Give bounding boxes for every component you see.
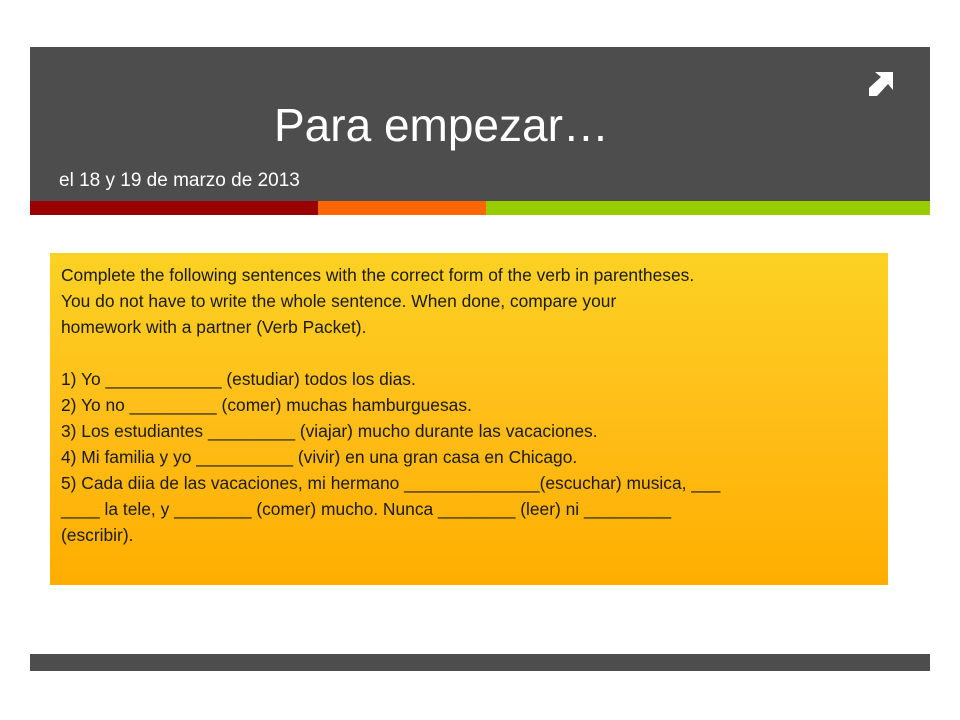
- exercise-line: (escribir).: [61, 525, 134, 545]
- stripe-red: [30, 201, 318, 215]
- instructions-box: [50, 253, 888, 585]
- exercise-line: 5) Cada diia de las vacaciones, mi hermano ______________(escuchar) musica, ___: [61, 473, 721, 493]
- instruction-line: Complete the following sentences with the correct form of the verb in parentheses.: [61, 265, 695, 285]
- stripe-orange: [318, 201, 486, 215]
- exercise-line: 4) Mi familia y yo __________ (vivir) en una gran casa en Chicago.: [61, 447, 578, 467]
- arrow-up-right-icon: [866, 69, 896, 99]
- footer-bar: [30, 654, 930, 671]
- instruction-line: You do not have to write the whole sentence. When done, compare your: [61, 291, 617, 311]
- exercise-line: 1) Yo ____________ (estudiar) todos los dias.: [61, 369, 416, 389]
- exercise-line: ____ la tele, y ________ (comer) mucho. Nunca ________ (leer) ni _________: [61, 499, 672, 519]
- exercise-line: 3) Los estudiantes _________ (viajar) mucho durante las vacaciones.: [61, 421, 598, 441]
- slide-header: [30, 47, 930, 201]
- accent-stripe: [30, 201, 930, 215]
- slide-title: Para empezar…: [274, 99, 609, 151]
- instruction-line: homework with a partner (Verb Packet).: [61, 317, 367, 337]
- exercise-line: 2) Yo no _________ (comer) muchas hamburguesas.: [61, 395, 472, 415]
- stripe-green: [486, 201, 930, 215]
- spacer: [61, 340, 877, 366]
- slide-subtitle: el 18 y 19 de marzo de 2013: [59, 170, 300, 191]
